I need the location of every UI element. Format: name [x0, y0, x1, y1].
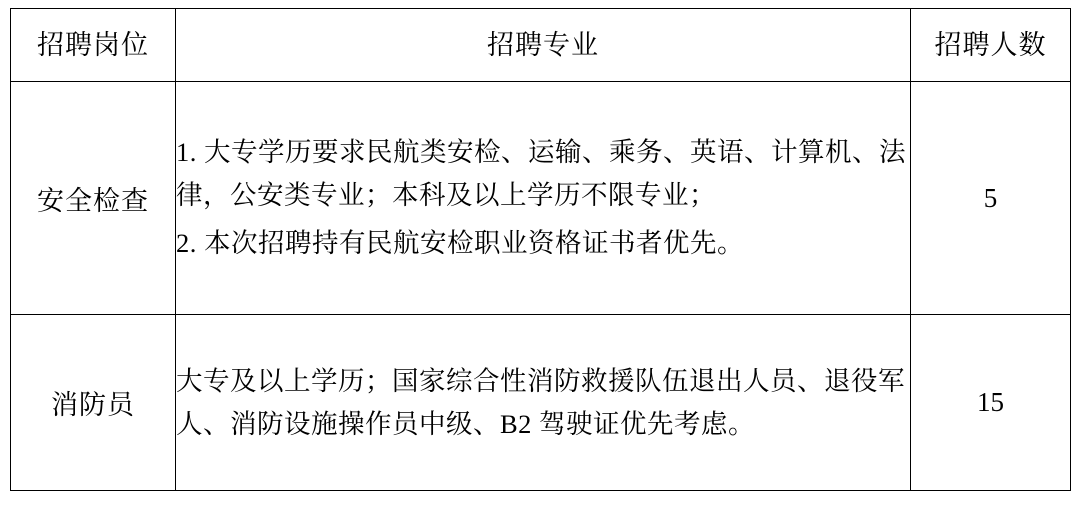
cell-post-fire: 消防员 [11, 315, 176, 491]
recruitment-table [10, 8, 1071, 491]
cell-count-safety: 5 [911, 82, 1071, 315]
table-header-row [11, 9, 1071, 82]
column-header-major: 招聘专业 [176, 9, 911, 82]
major-line: 1. 大专学历要求民航类安检、运输、乘务、英语、计算机、法律，公安类专业；本科及以上学历不限专业； [176, 136, 906, 210]
column-header-count: 招聘人数 [911, 9, 1071, 82]
major-line: 2. 本次招聘持有民航安检职业资格证书者优先。 [176, 228, 744, 259]
cell-major-safety [176, 82, 911, 315]
table-header [11, 9, 1071, 82]
table-body [11, 82, 1071, 491]
cell-post-safety: 安全检查 [11, 82, 176, 315]
table-row [11, 315, 1071, 491]
major-line: 大专及以上学历；国家综合性消防救援队伍退出人员、退役军人、消防设施操作员中级、B2 驾驶证优先考虑。 [176, 365, 905, 439]
table-row [11, 82, 1071, 315]
cell-count-fire: 15 [911, 315, 1071, 491]
cell-major-fire [176, 315, 911, 491]
column-header-post: 招聘岗位 [11, 9, 176, 82]
